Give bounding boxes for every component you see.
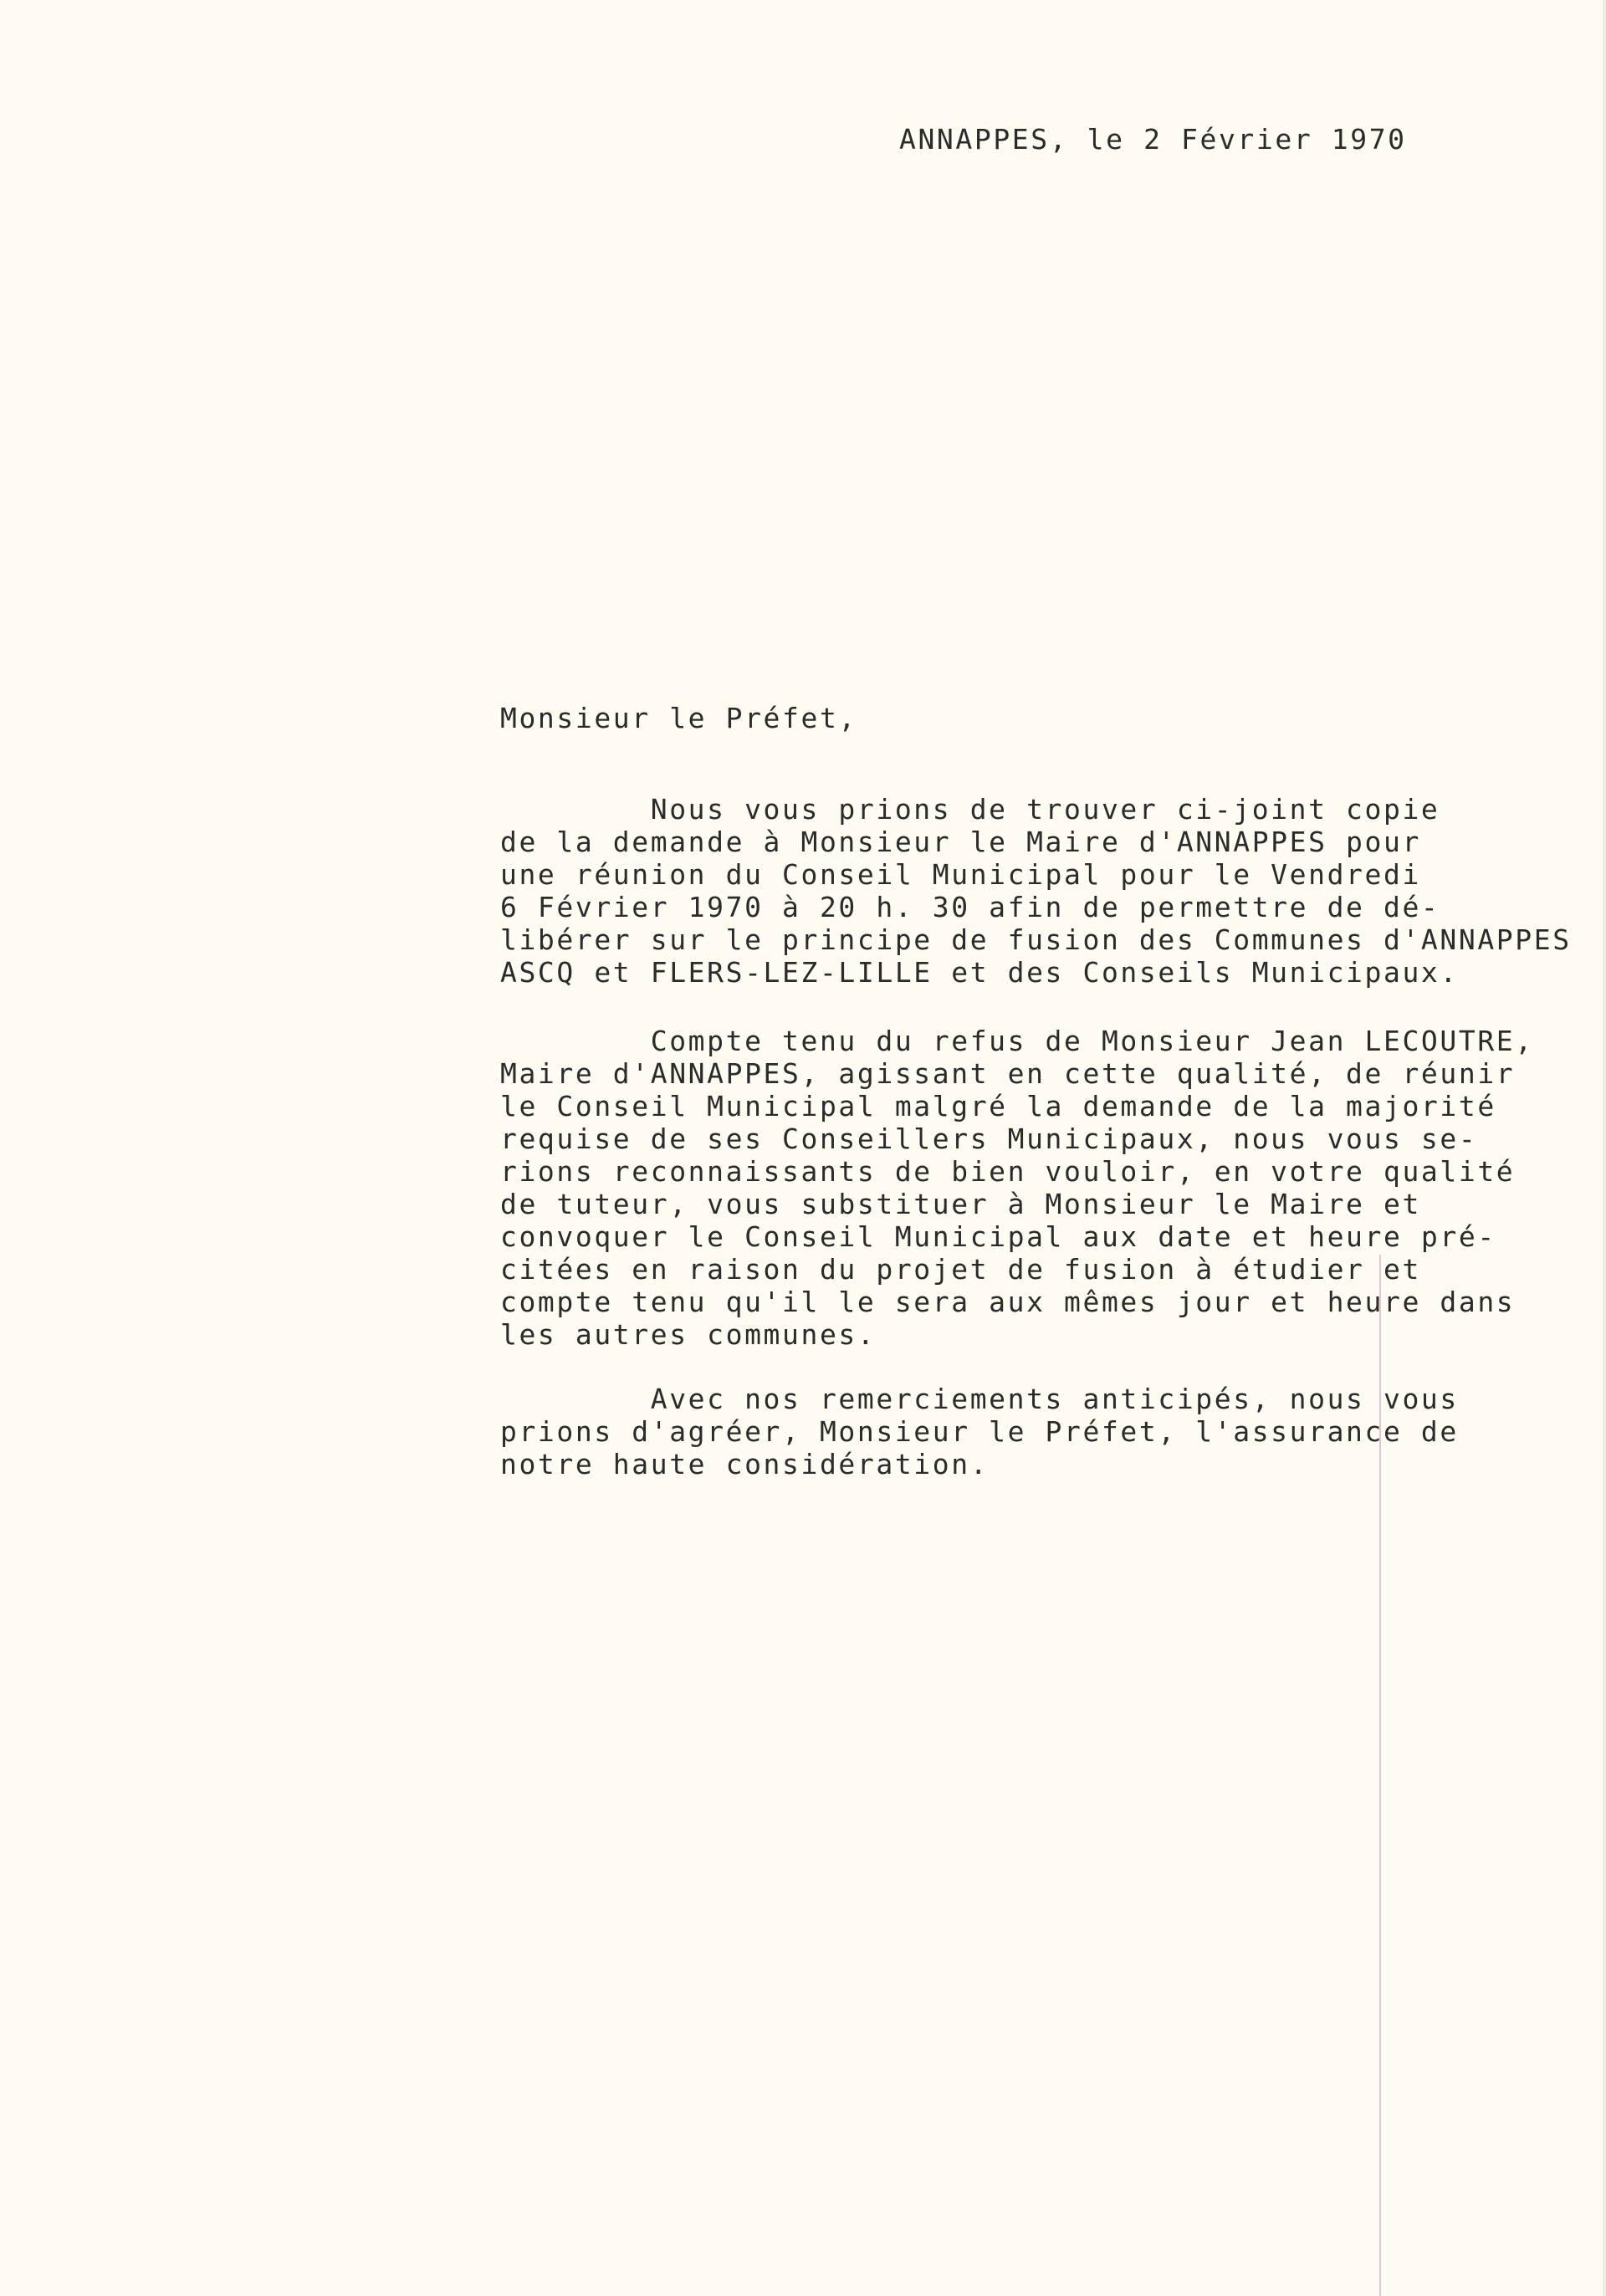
text-line: notre haute considération. — [500, 1448, 990, 1480]
text-line: une réunion du Conseil Municipal pour le Vendredi — [500, 858, 1421, 891]
page-edge-shadow — [1603, 0, 1606, 2296]
text-line: Maire d'ANNAPPES, agissant en cette qualité, de réunir — [500, 1057, 1516, 1090]
text-line: de tuteur, vous substituer à Monsieur le Maire et — [500, 1188, 1421, 1220]
paragraph-1 — [500, 793, 1572, 989]
text-line: ASCQ et FLERS-LEZ-LILLE et des Conseils Municipaux. — [500, 956, 1459, 989]
paragraph-2 — [500, 1025, 1534, 1351]
text-line: compte tenu qu'il le sera aux mêmes jour et heure dans — [500, 1286, 1516, 1318]
text-line: les autres communes. — [500, 1318, 877, 1351]
text-line: convoquer le Conseil Municipal aux date et heure pré- — [500, 1220, 1496, 1253]
text-line: libérer sur le principe de fusion des Communes d'ANNAPPES — [500, 923, 1572, 956]
text-line: Nous vous prions de trouver ci-joint copie — [500, 793, 1440, 826]
text-line: citées en raison du projet de fusion à étudier et — [500, 1253, 1421, 1286]
text-line: prions d'agréer, Monsieur le Préfet, l'assurance de — [500, 1415, 1459, 1448]
date-line: ANNAPPES, le 2 Février 1970 — [899, 123, 1407, 156]
text-line: Compte tenu du refus de Monsieur Jean LECOUTRE, — [500, 1025, 1534, 1057]
text-line: de la demande à Monsieur le Maire d'ANNAPPES pour — [500, 826, 1421, 858]
text-line: rions reconnaissants de bien vouloir, en votre qualité — [500, 1155, 1516, 1188]
text-line: le Conseil Municipal malgré la demande de la majorité — [500, 1090, 1496, 1122]
text-line: Avec nos remerciements anticipés, nous vous — [500, 1383, 1459, 1415]
paragraph-3 — [500, 1383, 1459, 1480]
text-line: 6 Février 1970 à 20 h. 30 afin de permettre de dé- — [500, 891, 1440, 923]
text-line: requise de ses Conseillers Municipaux, nous vous se- — [500, 1122, 1478, 1155]
salutation: Monsieur le Préfet, — [500, 702, 857, 734]
